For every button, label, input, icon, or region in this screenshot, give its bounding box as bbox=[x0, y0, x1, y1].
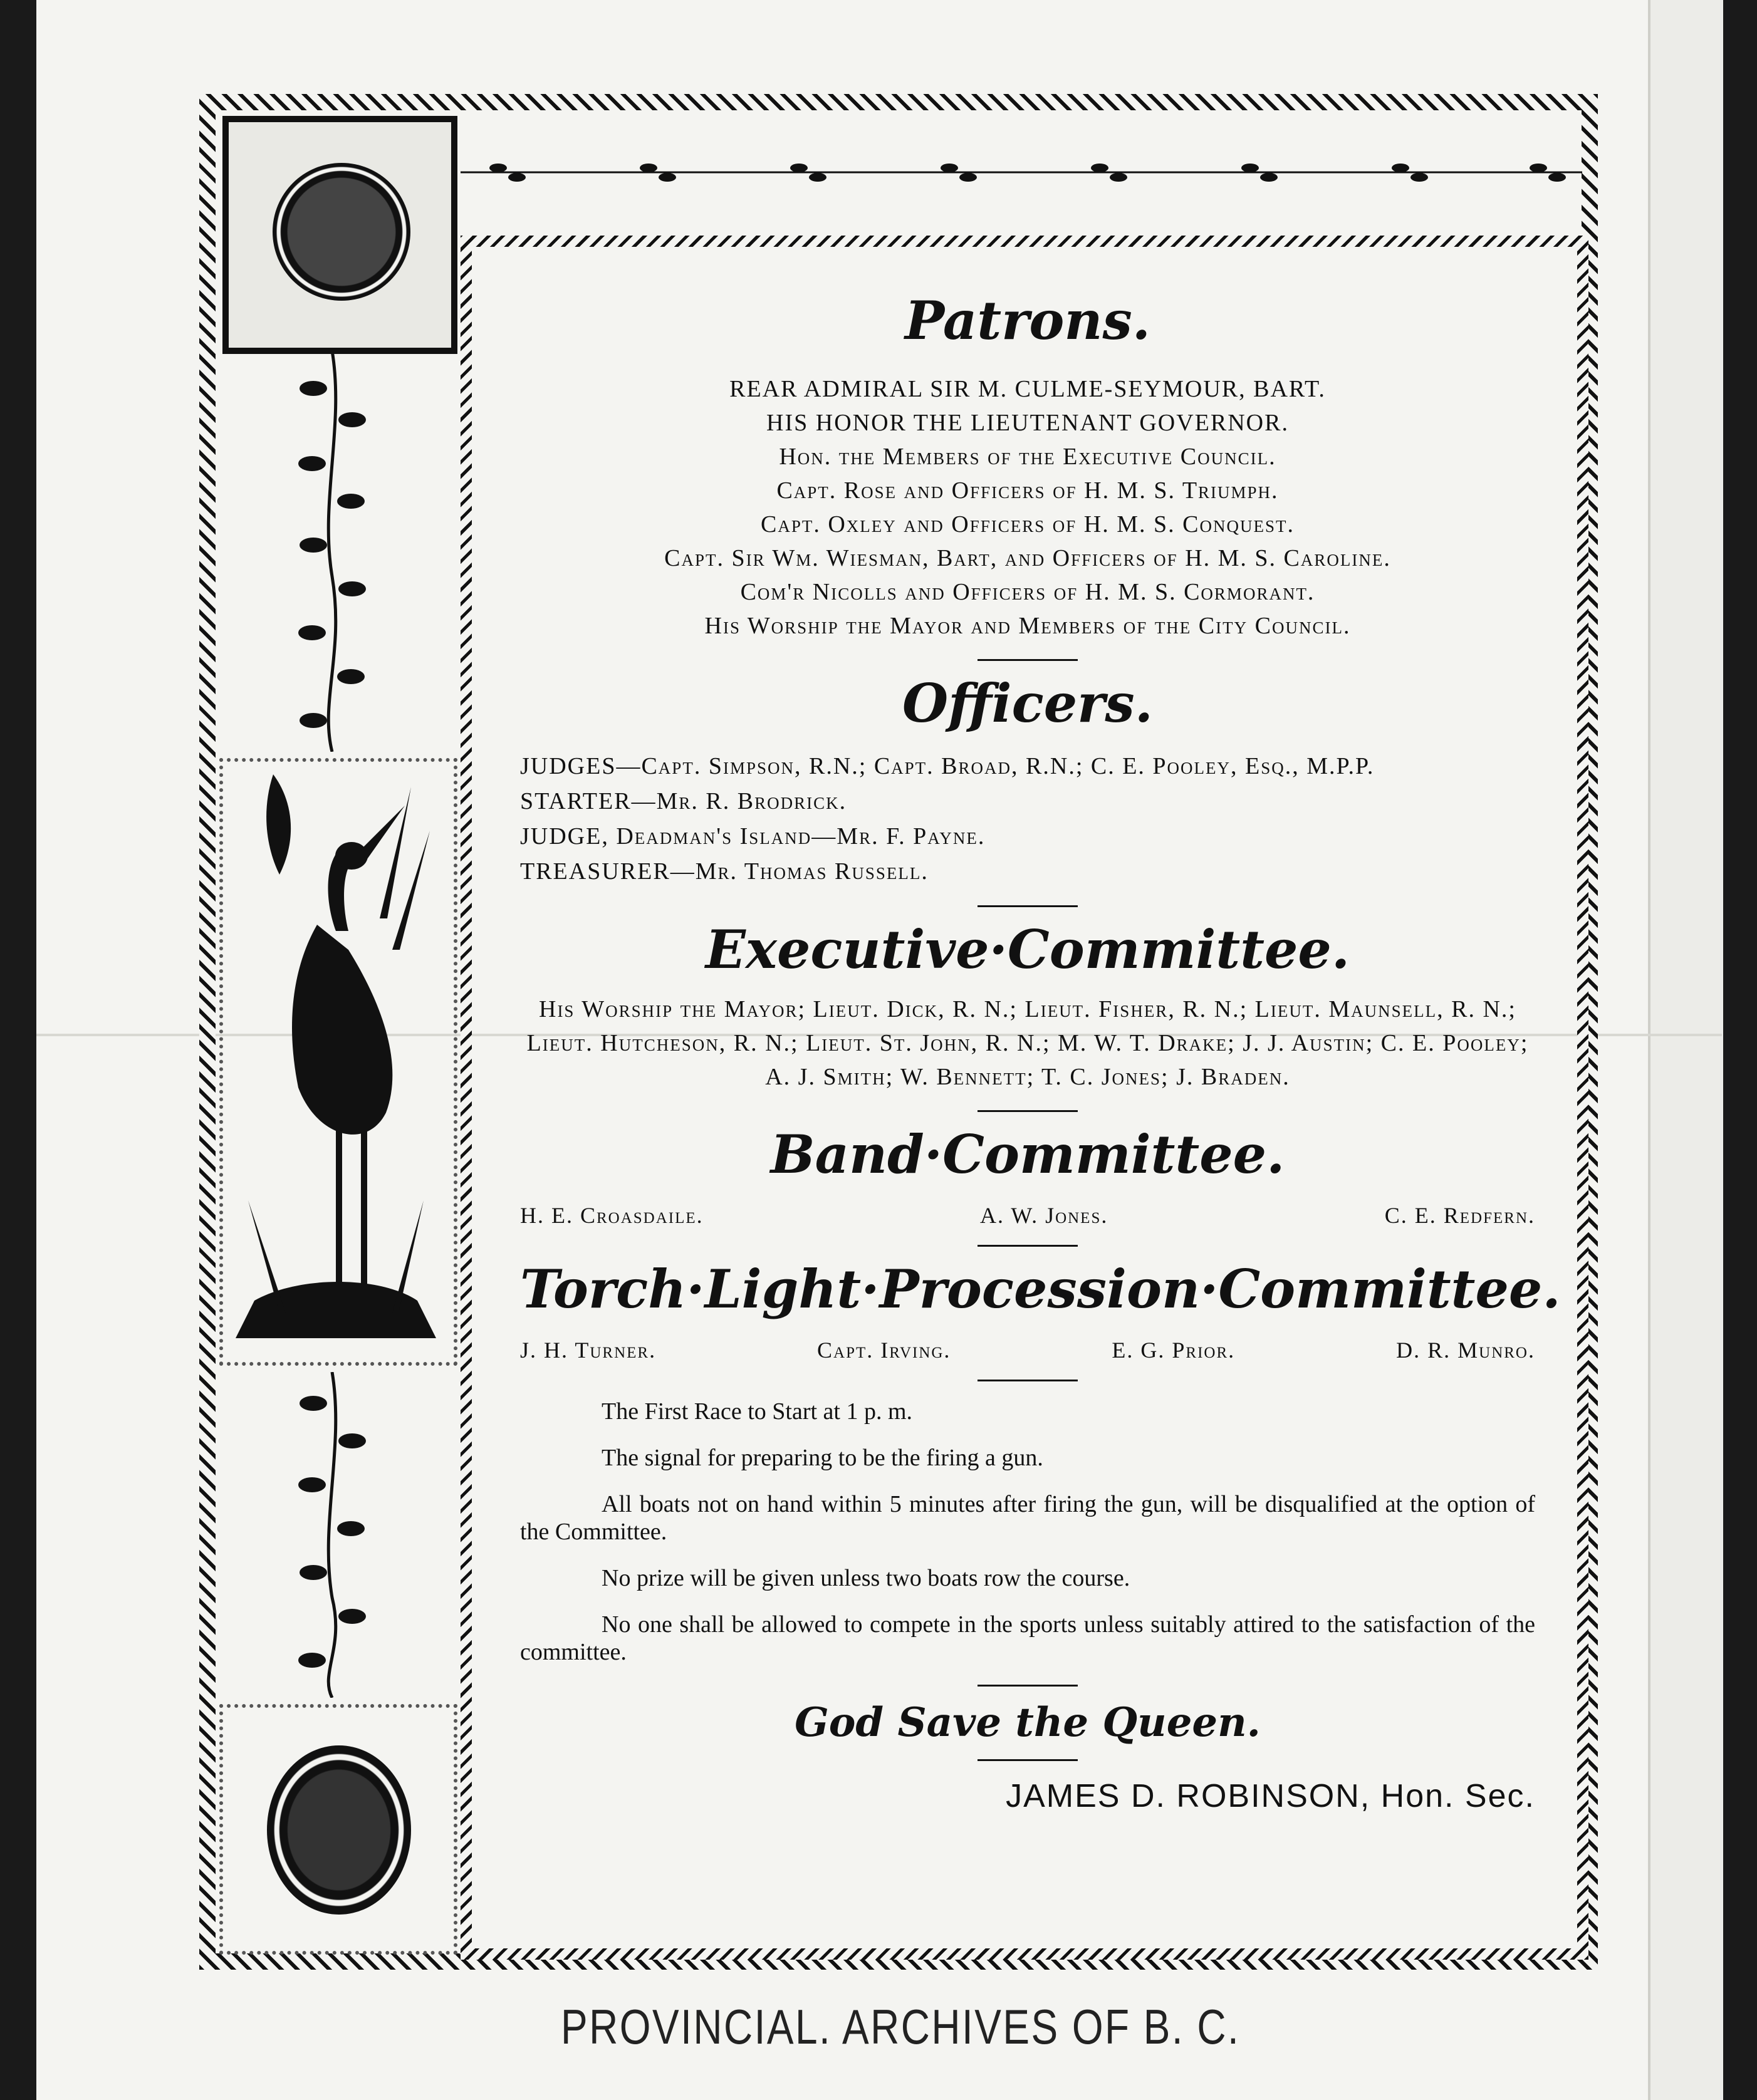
band-member: H. E. Croasdaile. bbox=[520, 1203, 704, 1228]
heron-illustration-panel bbox=[219, 758, 457, 1366]
torch-member: E. G. Prior. bbox=[1112, 1338, 1236, 1363]
officers-heading: Officers. bbox=[902, 672, 1153, 734]
patron-line: Hon. the Members of the Executive Council. bbox=[779, 444, 1276, 470]
patron-line: His Worship the Mayor and Members of the City Council. bbox=[704, 613, 1351, 639]
section-divider bbox=[978, 1110, 1078, 1112]
torch-light-committee-heading: Torch·Light·Procession·Committee. bbox=[520, 1258, 1561, 1320]
torch-member: D. R. Munro. bbox=[1396, 1338, 1535, 1363]
section-divider bbox=[978, 1380, 1078, 1381]
officer-line: JUDGES—Capt. Simpson, R.N.; Capt. Broad, R.N.; C. E. Pooley, Esq., M.P.P. bbox=[520, 753, 1375, 779]
section-divider bbox=[978, 659, 1078, 661]
signature: JAMES D. ROBINSON, Hon. Sec. bbox=[1006, 1778, 1535, 1814]
section-divider bbox=[978, 1685, 1078, 1687]
section-divider bbox=[978, 905, 1078, 907]
rule-note: All boats not on hand within 5 minutes after firing the gun, will be disqualified at the option of the Committee. bbox=[520, 1491, 1535, 1545]
band-member: A. W. Jones. bbox=[980, 1203, 1108, 1228]
rule-note: No one shall be allowed to compete in the sports unless suitably attired to the satisfaction of the committee. bbox=[520, 1611, 1535, 1665]
programme-content bbox=[520, 289, 1561, 1815]
band-member: C. E. Redfern. bbox=[1384, 1203, 1535, 1228]
top-vine-ornament bbox=[461, 157, 1582, 188]
torch-light-committee-members bbox=[520, 1337, 1535, 1363]
patron-line: HIS HONOR THE LIEUTENANT GOVERNOR. bbox=[766, 410, 1289, 436]
patron-line: Com'r Nicolls and Officers of H. M. S. Cormorant. bbox=[740, 579, 1315, 605]
corner-portrait-medallion bbox=[273, 163, 410, 301]
band-committee-heading: Band·Committee. bbox=[770, 1123, 1285, 1185]
section-divider bbox=[978, 1245, 1078, 1247]
left-vine-ornament-upper bbox=[295, 351, 370, 752]
patrons-heading: Patrons. bbox=[904, 289, 1151, 351]
adjacent-page-edge bbox=[1648, 0, 1723, 2100]
executive-committee-heading: Executive·Committee. bbox=[705, 918, 1350, 980]
archive-stamp: PROVINCIAL. ARCHIVES OF B. C. bbox=[561, 1999, 1241, 2054]
portrait-medallion-panel bbox=[219, 1704, 457, 1955]
torch-member: Capt. Irving. bbox=[817, 1338, 951, 1363]
officer-line: JUDGE, Deadman's Island—Mr. F. Payne. bbox=[520, 823, 986, 850]
officer-line: STARTER—Mr. R. Brodrick. bbox=[520, 788, 847, 814]
section-divider bbox=[978, 1759, 1078, 1761]
rule-note: The First Race to Start at 1 p. m. bbox=[602, 1398, 913, 1425]
race-rules bbox=[520, 1398, 1535, 1666]
band-committee-members bbox=[520, 1202, 1535, 1229]
closing-line: God Save the Queen. bbox=[795, 1699, 1261, 1746]
corner-medallion-panel bbox=[222, 116, 457, 354]
patron-line: Capt. Sir Wm. Wiesman, Bart, and Officers of H. M. S. Caroline. bbox=[664, 545, 1391, 571]
officer-line: TREASURER—Mr. Thomas Russell. bbox=[520, 858, 929, 885]
patron-line: Capt. Oxley and Officers of H. M. S. Conquest. bbox=[761, 511, 1295, 538]
bottom-portrait-medallion bbox=[267, 1745, 411, 1915]
officers-list bbox=[520, 749, 1535, 889]
torch-member: J. H. Turner. bbox=[520, 1338, 657, 1363]
left-vine-ornament-lower bbox=[295, 1372, 370, 1698]
executive-committee-members: His Worship the Mayor; Lieut. Dick, R. N.; Lieut. Fisher, R. N.; Lieut. Maunsell, R. N.; Lieut. Hutcheson, R. N.; Lieut. St. John, R. N.; M. W. T. Drake; J. J. Austin; C. E. Pooley; A. J. Smith; W. Bennett; T. C. Jones; J. Braden. bbox=[526, 996, 1529, 1090]
heron-illustration bbox=[223, 762, 454, 1362]
patron-line: Capt. Rose and Officers of H. M. S. Triumph. bbox=[776, 477, 1279, 504]
rule-note: No prize will be given unless two boats row the course. bbox=[602, 1565, 1130, 1591]
rule-note: The signal for preparing to be the firing a gun. bbox=[602, 1445, 1043, 1471]
patrons-list bbox=[520, 372, 1535, 643]
patron-line: REAR ADMIRAL SIR M. CULME-SEYMOUR, BART. bbox=[729, 376, 1326, 402]
